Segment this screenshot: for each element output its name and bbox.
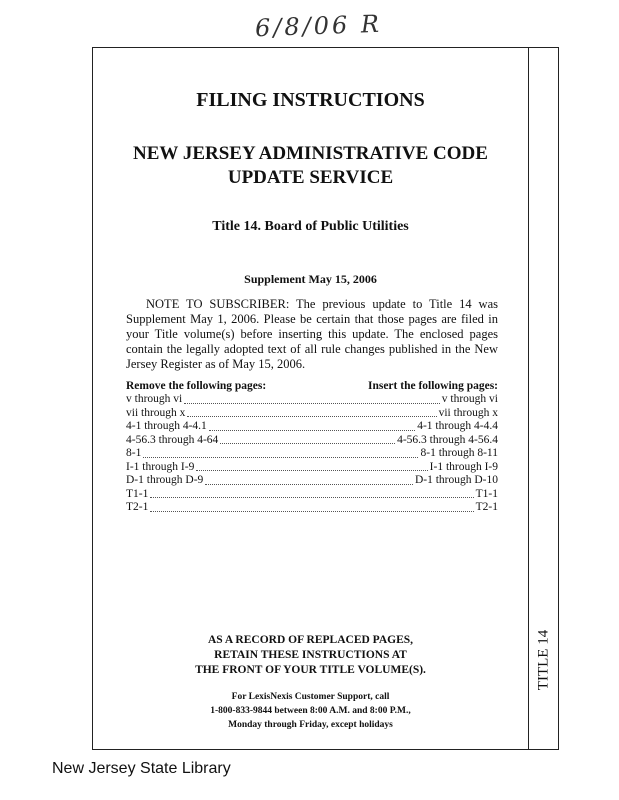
support-line2: 1-800-833-9844 between 8:00 A.M. and 8:00 P.M., xyxy=(210,706,411,716)
title-line: Title 14. Board of Public Utilities xyxy=(212,219,409,234)
page-row xyxy=(126,420,498,434)
dot-leader xyxy=(184,403,440,404)
remove-pages: I-1 through I-9 xyxy=(126,460,195,473)
record-line2: RETAIN THESE INSTRUCTIONS AT xyxy=(214,649,407,661)
dot-leader xyxy=(209,430,415,431)
remove-pages: T2-1 xyxy=(126,501,149,513)
page-row xyxy=(126,393,498,407)
page-row xyxy=(126,501,498,515)
insert-pages: 4-56.3 through 4-56.4 xyxy=(397,433,498,446)
remove-pages: vii through x xyxy=(126,406,186,419)
insert-pages: T2-1 xyxy=(475,501,498,513)
title-tab-label: TITLE 14 xyxy=(535,629,552,691)
insert-header: Insert the following pages: xyxy=(367,380,498,392)
support-line3: Monday through Friday, except holidays xyxy=(228,720,393,730)
remove-header: Remove the following pages: xyxy=(126,380,267,392)
filing-instructions-heading: FILING INSTRUCTIONS xyxy=(196,89,425,111)
page-row xyxy=(126,434,498,448)
dot-leader xyxy=(150,497,473,498)
supplement-date: Supplement May 15, 2006 xyxy=(244,272,377,286)
insert-pages: T1-1 xyxy=(475,487,498,500)
page-row xyxy=(126,488,498,502)
record-line3: THE FRONT OF YOUR TITLE VOLUME(S). xyxy=(195,664,426,676)
support-line1: For LexisNexis Customer Support, call xyxy=(231,692,390,702)
record-line1: AS A RECORD OF REPLACED PAGES, xyxy=(207,634,414,646)
dot-leader xyxy=(150,511,473,512)
insert-pages: D-1 through D-10 xyxy=(414,474,498,486)
page-row xyxy=(126,447,498,461)
subscriber-note: NOTE TO SUBSCRIBER: The previous update to Title 14 was Supplement May 1, 2006. Please be certain that those pages are filed in your Title volume(s) before inserting this update. The enclosed pages contain the legally adopted text of all rule changes published in the New Jersey Register as of May 15, 2006. xyxy=(126,297,498,371)
dot-leader xyxy=(143,457,418,458)
dot-leader xyxy=(205,484,413,485)
code-name-line2: UPDATE SERVICE xyxy=(227,167,394,188)
code-name-line1: NEW JERSEY ADMINISTRATIVE CODE xyxy=(133,143,488,164)
remove-pages: D-1 through D-9 xyxy=(126,474,204,486)
dot-leader xyxy=(220,443,395,444)
list-header xyxy=(126,379,498,393)
footer-library-name: New Jersey State Library xyxy=(52,760,231,777)
remove-pages: v through vi xyxy=(126,393,183,405)
page-replacement-list xyxy=(126,379,498,515)
handwritten-note: 6/8/06 R xyxy=(254,9,383,43)
remove-pages: T1-1 xyxy=(126,487,149,500)
insert-pages: vii through x xyxy=(438,406,498,419)
dot-leader xyxy=(196,470,427,471)
page-row xyxy=(126,474,498,488)
remove-pages: 4-56.3 through 4-64 xyxy=(126,433,219,446)
insert-pages: 4-1 through 4-4.4 xyxy=(417,420,498,432)
insert-pages: v through vi xyxy=(441,393,498,405)
insert-pages: 8-1 through 8-11 xyxy=(420,447,498,459)
remove-pages: 4-1 through 4-4.1 xyxy=(126,420,207,432)
dot-leader xyxy=(187,416,436,417)
insert-pages: I-1 through I-9 xyxy=(429,460,498,473)
page-row xyxy=(126,407,498,421)
remove-pages: 8-1 xyxy=(126,447,142,459)
page-row xyxy=(126,461,498,475)
